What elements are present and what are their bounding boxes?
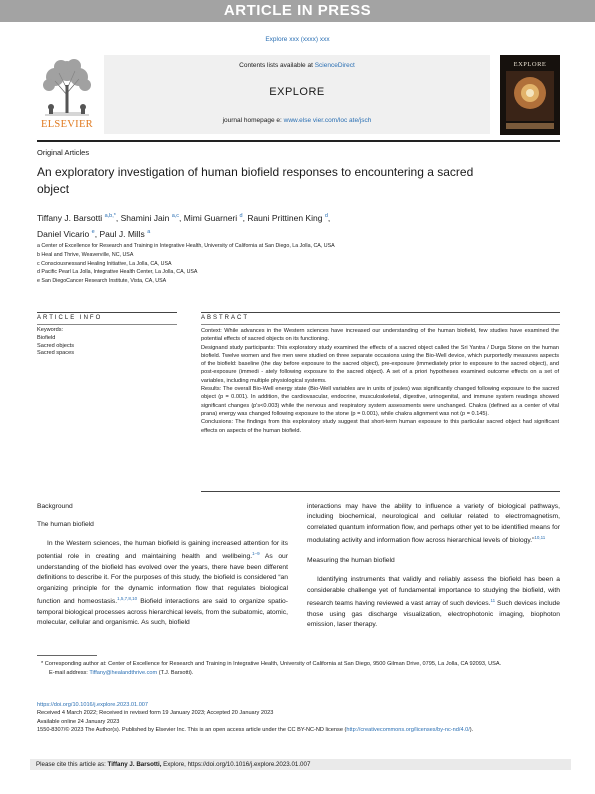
cite-prefix: Please cite this article as: (36, 761, 106, 768)
license-line (37, 726, 560, 734)
homepage-prefix: journal homepage e: (222, 117, 282, 124)
homepage-link[interactable]: www.else vier.com/loc ate/jsch (283, 117, 372, 124)
cover-art-icon (500, 55, 560, 135)
sciencedirect-link[interactable]: ScienceDirect (314, 62, 355, 69)
subsection-heading-human-biofield: The human biofield (37, 521, 94, 529)
author-name: Tiffany J. Barsotti (37, 212, 103, 223)
footnote-rule (37, 655, 97, 656)
keyword: Biofield (37, 334, 56, 341)
author-affil-sup[interactable]: d (239, 213, 243, 219)
author-affil-sup[interactable]: a,b,* (104, 213, 116, 219)
text-run: As our understanding of the biofield has evolved over the years, there have been different definitions to describe it. For the purposes of this study, the biofield is considered “an organizing principle for the dynamic information flow that regulates biological function and homeostasis. (37, 553, 288, 606)
article-title: An exploratory investigation of human biofield responses to encountering a sacred object (37, 165, 474, 196)
abstract-heading: ABSTRACT (201, 315, 250, 321)
article-type: Original Articles (37, 148, 90, 157)
corresponding-author: * Corresponding author at: Center of Excellence for Research and Training in Integrative Health, University of California at San Diego, 9500 Gilman Drive, 0795, La Jolla, CA 92093, USA. (41, 661, 502, 667)
abstract-results: Results: The overall Bio-Well energy state (Bio-Well variables are in units of joules) was significantly changed following exposure to the sacred object (p = 0.001). In addition, the cardiovascular, endocrine, musculoskeletal, digestive, urinogenital, and immune system readings showed significant changes (p's<0.003) while the nervous and respiratory system assessments were unchanged. Chakra (defined as a center of vital prana) energy was changed following exposure to the stone (p = 0.001), while chakra alignment was not (p = 0.145). (201, 386, 559, 417)
publication-info (37, 701, 560, 734)
affiliation: c Consciousnessand Healing Initiative, La Jolla, CA, USA (37, 260, 172, 267)
text-run: Biofield interactions are said to organize spatio-temporal biological processes across hierarchical levels, from the subatomic, atomic, molecular, cellular and organismic. As such, biofield (37, 598, 289, 627)
affiliation: e San DiegoCancer Research Institute, Vista, CA, USA (37, 278, 167, 285)
journal-homepage (104, 117, 490, 124)
abstract-conclusions: Conclusions: The findings from this exploratory study suggest that short-term human exposure to this particular sacred object had significant effects on aspects of the human biofield. (201, 419, 559, 434)
contents-line (104, 62, 490, 69)
article-in-press-banner: ARTICLE IN PRESS (0, 0, 595, 22)
text-run: Such devices include those using gas discharge visualization, electrophotonic imaging, biophoton emission, laser therapy. (307, 600, 560, 629)
license-link[interactable]: http://creativecommons.org/licenses/by-nc-nd/4.0/ (346, 726, 470, 733)
author[interactable] (37, 213, 116, 223)
abstract-end-rule (201, 491, 560, 492)
paragraph (37, 539, 288, 629)
author[interactable] (121, 213, 179, 223)
received-dates: Received 4 March 2022; Received in revised form 19 January 2023; Accepted 20 January 2023 (37, 710, 274, 717)
journal-citation-link[interactable]: Explore xxx (xxxx) xxx (265, 36, 330, 43)
author-name: Mimi Guarneri (183, 212, 238, 223)
email-owner: (T.J. Barsotti). (158, 669, 194, 676)
reference-link[interactable]: 1,5,7,8,10 (117, 596, 138, 602)
affiliation: b Heal and Thrive, Weaverville, NC, USA (37, 251, 134, 258)
cover-title: EXPLORE (513, 61, 547, 68)
email-line (37, 669, 560, 678)
email-link[interactable]: Tiffany@healandthrive.com (89, 669, 158, 676)
license-text: 1550-8307/© 2023 The Author(s). Published by Elsevier Inc. This is an open access article under the CC BY-NC-ND license ( (37, 726, 347, 733)
journal-cover-image (500, 55, 560, 135)
cite-authors: Tiffany J. Barsotti, (107, 761, 162, 768)
abstract-design: Designand study participants: This exploratory study examined the effects of a sacred object called the Sri Yantra / Durga Stone on the human biofield. Twelve women and five men were studied on three separate occasions using the Bio-Well device, which purportedly measures aspects of the biofield: baseline (the day before exposure to the sacred object), pre-exposure (immediately prior to exposure to the sacred object), and post-exposure (immedi - ately following exposure to the sacred object). A set of a priori hypotheses examined outcome effects on a set of variables, including multiple physiological systems. (201, 344, 559, 384)
affiliations (37, 242, 537, 286)
author-separator: , (94, 228, 100, 239)
reference-link[interactable]: 10,11 (534, 535, 546, 541)
author-affil-sup[interactable]: e (91, 228, 95, 235)
keywords-label: Keywords: (37, 327, 64, 333)
doi-link[interactable]: https://doi.org/10.1016/j.explore.2023.01.007 (37, 702, 149, 708)
author-separator: , (179, 212, 184, 223)
footnote (37, 660, 560, 678)
cite-rest[interactable]: Explore, https://doi.org/10.1016/j.explore.2023.01.007 (163, 761, 311, 768)
article-info-heading: ARTICLE INFO (37, 315, 103, 321)
body-column-left (37, 502, 288, 629)
author[interactable] (37, 229, 95, 239)
author-name: Paul J. Mills (99, 228, 145, 239)
author[interactable] (184, 213, 243, 223)
journal-title: EXPLORE (269, 86, 325, 98)
paragraph (307, 575, 560, 630)
abstract-subrule (201, 324, 560, 325)
affiliation: a Center of Excellence for Research and Training in Integrative Health, University of California at San Diego, La Jolla, CA, USA (37, 243, 335, 249)
author-affil-sup[interactable]: a,c (171, 213, 180, 219)
license-end: ). (469, 726, 474, 733)
reference-link[interactable]: 11 (490, 598, 496, 604)
author[interactable] (247, 212, 331, 223)
paragraph (307, 502, 560, 547)
keyword: Sacred objects (37, 342, 75, 349)
author-list (37, 209, 507, 241)
author-name: Rauni Prittinen King (247, 212, 323, 223)
author[interactable] (99, 229, 150, 239)
text-run: In the Western sciences, the human biofield is gaining increased attention for its potential role in creating and maintaining health and wellbeing. (37, 539, 288, 561)
author-separator: , (327, 212, 331, 223)
article-info-subrule (37, 324, 177, 325)
cite-this-article-bar (30, 759, 571, 770)
elsevier-logo (37, 55, 97, 135)
body-column-right (307, 502, 560, 631)
author-separator: , (115, 212, 121, 223)
author-name: Daniel Vicario (37, 228, 90, 239)
author-name: Shamini Jain (120, 212, 170, 223)
abstract-context: Context: While advances in the Western sciences have increased our understanding of the human biofield, few studies have examined the potential effects of sacred objects on its functioning. (201, 328, 559, 343)
affiliation: d Pacific Pearl La Jolla, Integrative Health Center, La Jolla, CA, USA (37, 269, 198, 276)
article-info-rule (37, 312, 177, 313)
elsevier-wordmark: ELSEVIER (41, 119, 93, 130)
subsection-heading-measuring: Measuring the human biofield (307, 556, 395, 564)
email-label: E-mail address: (49, 669, 88, 676)
text-run: interactions may have the ability to influence a variety of biological pathways, including biochemical, neurological and cellular related to electromagnetism, correlated quantum information flow, and perhaps other yet to be identified means for modulating activity and information flow across hierarchical levels of biology.” (307, 503, 560, 545)
keyword: Sacred spaces (37, 350, 75, 357)
author-affil-sup[interactable]: a (147, 228, 151, 235)
section-heading-background: Background (37, 503, 73, 510)
contents-prefix: Contents lists available at (239, 62, 313, 69)
header-divider (37, 140, 560, 142)
author-affil-sup[interactable]: d (324, 213, 328, 219)
abstract-rule (201, 312, 560, 313)
text-run: Identifying instruments that validly and reliably assess the biofield has been a considerable challenge yet of fundamental importance to studying the biofield, with research teams having reviewed a vast array of such devices. (307, 576, 560, 608)
reference-link[interactable]: 1–9 (252, 551, 260, 557)
keywords-block (37, 327, 177, 358)
author-separator: , (242, 212, 248, 223)
online-date: Available online 24 January 2023 (37, 718, 120, 725)
abstract-body (201, 327, 559, 435)
